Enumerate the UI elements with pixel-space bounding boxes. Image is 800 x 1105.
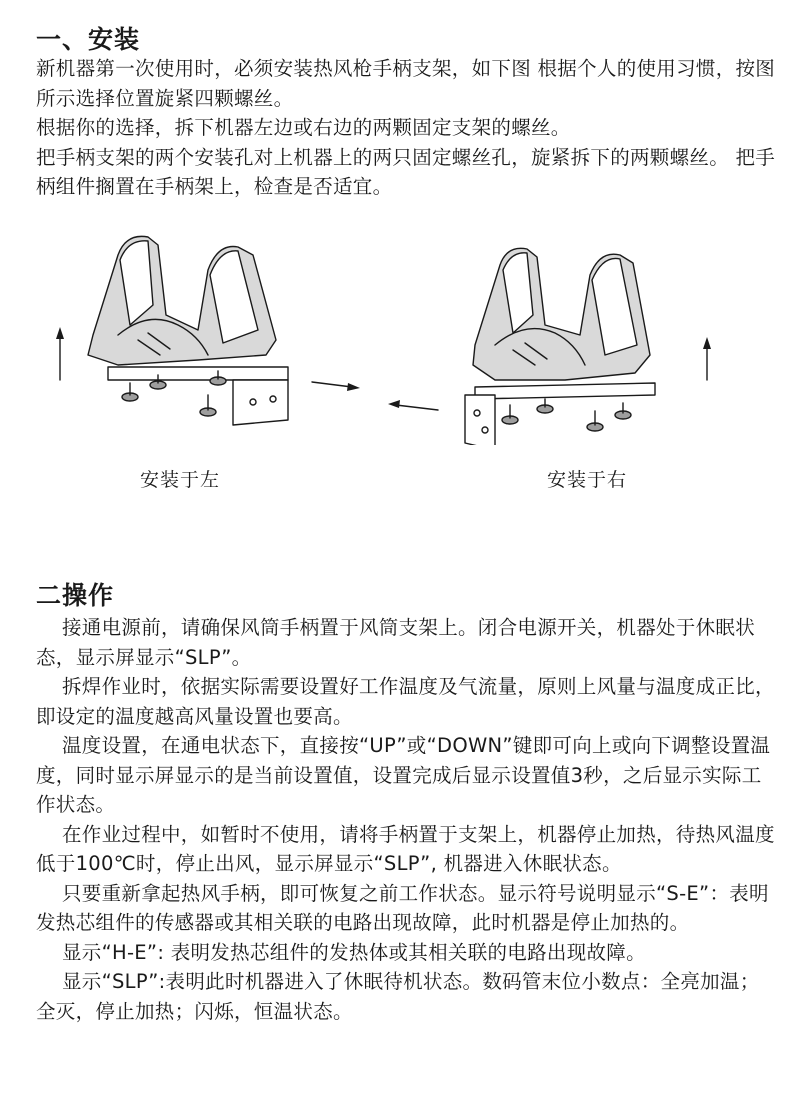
- section-1-title: 一、安装: [36, 25, 141, 54]
- section-2-paragraph: 只要重新拿起热风手柄，即可恢复之前工作状态。显示符号说明显示“S-E”：表明发热芯组件的传感器或其相关联的电路出现故障，此时机器是停止加热的。: [36, 881, 769, 934]
- section-2-title: 二操作: [36, 581, 115, 610]
- section-2-paragraph: 显示“H-E”: 表明发热芯组件的发热体或其相关联的电路出现故障。: [62, 940, 646, 964]
- section-1-body: [36, 54, 776, 202]
- left-bracket-figure: [48, 215, 308, 449]
- section-2-paragraph: 在作业过程中，如暂时不使用，请将手柄置于支架上，机器停止加热，待热风温度低于100℃时，停止出风，显示屏显示“SLP”, 机器进入休眠状态。: [36, 822, 775, 875]
- section-2-paragraph: 拆焊作业时，依据实际需要设置好工作温度及气流量，原则上风量与温度成正比，即设定的温度越高风量设置也要高。: [36, 675, 775, 728]
- section-1-paragraph: 根据你的选择，拆下机器左边或右边的两颗固定支架的螺丝。: [36, 116, 571, 139]
- direction-arrows-icon: [300, 370, 450, 420]
- section-2-paragraph: 接通电源前，请确保风筒手柄置于风筒支架上。闭合电源开关，机器处于休眠状态，显示屏显示“SLP”。: [36, 616, 756, 669]
- section-1-paragraph: 把手柄支架的两个安装孔对上机器上的两只固定螺丝孔，旋紧拆下的两颗螺丝。 把手柄组件搁置在手柄架上，检查是否适宜。: [36, 145, 776, 198]
- left-caption: 安装于左: [140, 469, 221, 491]
- right-caption: 安装于右: [547, 469, 628, 491]
- section-1-paragraph: 新机器第一次使用时，必须安装热风枪手柄支架，如下图 根据个人的使用习惯，按图所示选择位置旋紧四颗螺丝。: [36, 57, 776, 110]
- right-bracket-figure: [455, 215, 725, 449]
- section-2-body: [36, 613, 776, 1026]
- section-2-paragraph: 显示“SLP”:表明此时机器进入了休眠待机状态。数码管末位小数点：全亮加温；全灭，停止加热；闪烁，恒温状态。: [36, 970, 760, 1023]
- section-2-paragraph: 温度设置，在通电状态下，直接按“UP”或“DOWN”键即可向上或向下调整设置温度，同时显示屏显示的是当前设置值，设置完成后显示设置值3秒，之后显示实际工作状态。: [36, 734, 771, 816]
- bracket-mounted-left-illustration: [48, 215, 308, 445]
- bracket-mounted-right-illustration: [455, 215, 725, 445]
